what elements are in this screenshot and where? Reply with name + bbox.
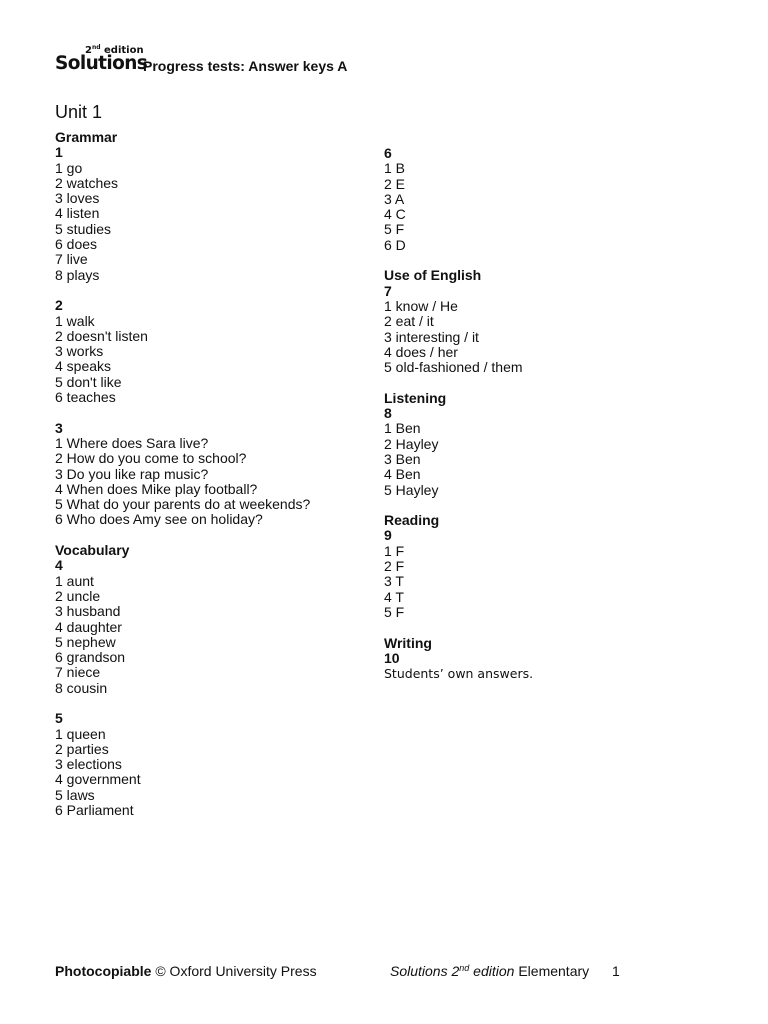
section-heading-vocabulary: Vocabulary bbox=[55, 542, 130, 559]
answer-list-2 bbox=[55, 314, 310, 406]
answer-item: 3 Ben bbox=[384, 450, 421, 467]
spacer bbox=[384, 375, 533, 390]
answer-item: 4 listen bbox=[55, 205, 100, 222]
section-heading-reading: Reading bbox=[384, 512, 440, 529]
exercise-number-10: 10 bbox=[384, 649, 400, 666]
answer-item: 2 parties bbox=[55, 740, 109, 757]
exercise-number-3: 3 bbox=[55, 419, 63, 436]
exercise-number-5: 5 bbox=[55, 710, 63, 727]
answer-item: 8 plays bbox=[55, 266, 100, 283]
answer-list-3 bbox=[55, 436, 310, 528]
answer-item: 1 B bbox=[384, 160, 406, 177]
exercise-number-8: 8 bbox=[384, 405, 392, 422]
answer-item: 5 Hayley bbox=[384, 481, 439, 498]
answer-list-6 bbox=[384, 161, 533, 253]
answer-item: 4 daughter bbox=[55, 618, 122, 635]
answer-item: 2 doesn't listen bbox=[55, 327, 148, 344]
unit-title: Unit 1 bbox=[55, 102, 103, 122]
spacer bbox=[55, 283, 310, 298]
answer-item: 2 How do you come to school? bbox=[55, 450, 247, 467]
answer-item: 6 grandson bbox=[55, 649, 126, 666]
answer-list-1 bbox=[55, 161, 310, 283]
answer-item: 1 Ben bbox=[384, 420, 421, 437]
section-heading-listening: Listening bbox=[384, 389, 447, 406]
right-column bbox=[384, 146, 533, 681]
answer-item: 4 T bbox=[384, 588, 404, 605]
answer-item: 2 Hayley bbox=[384, 435, 439, 452]
answer-item: 6 Parliament bbox=[55, 802, 134, 819]
answer-list-7 bbox=[384, 299, 533, 375]
answer-item: 6 teaches bbox=[55, 389, 116, 406]
answer-item: 1 walk bbox=[55, 312, 95, 329]
footer-series: Solutions 2nd edition Elementary bbox=[390, 963, 590, 979]
answer-list-5 bbox=[55, 727, 310, 819]
section-heading-writing: Writing bbox=[384, 634, 432, 651]
answer-item: 2 uncle bbox=[55, 587, 101, 604]
exercise-number-9: 9 bbox=[384, 527, 392, 544]
answer-item: 6 Who does Amy see on holiday? bbox=[55, 511, 263, 528]
answer-item: Students’ own answers. bbox=[384, 666, 534, 682]
exercise-number-2: 2 bbox=[55, 297, 63, 314]
exercise-number-4: 4 bbox=[55, 557, 63, 574]
spacer bbox=[384, 498, 533, 513]
answer-item: 5 don't like bbox=[55, 373, 122, 390]
exercise-number-1: 1 bbox=[55, 144, 63, 161]
answer-item: 3 T bbox=[384, 573, 404, 590]
answer-item: 3 interesting / it bbox=[384, 328, 479, 345]
photocopiable-label: Photocopiable bbox=[55, 963, 152, 979]
answer-item: 1 queen bbox=[55, 725, 106, 742]
answer-item: 8 cousin bbox=[55, 679, 108, 696]
spacer bbox=[384, 620, 533, 635]
answer-item: 5 nephew bbox=[55, 633, 116, 650]
answer-item: 5 studies bbox=[55, 220, 112, 237]
answer-item: 1 F bbox=[384, 542, 405, 559]
answer-item: 4 When does Mike play football? bbox=[55, 480, 258, 497]
answer-item: 7 niece bbox=[55, 664, 101, 681]
answer-item: 5 F bbox=[384, 603, 405, 620]
answer-item: 3 A bbox=[384, 190, 405, 207]
answer-item: 4 government bbox=[55, 771, 141, 788]
header-title: Progress tests: Answer keys A bbox=[143, 58, 348, 74]
spacer bbox=[55, 528, 310, 543]
answer-item: 2 F bbox=[384, 558, 405, 575]
footer-copyright bbox=[55, 963, 317, 979]
answer-item: 1 go bbox=[55, 159, 83, 176]
publisher-label: © Oxford University Press bbox=[151, 963, 317, 979]
answer-item: 4 Ben bbox=[384, 466, 421, 483]
answer-list-9 bbox=[384, 544, 533, 620]
answer-item: 5 What do your parents do at weekends? bbox=[55, 496, 311, 513]
spacer bbox=[55, 405, 310, 420]
section-heading-grammar: Grammar bbox=[55, 129, 118, 145]
solutions-logo: Solutions bbox=[55, 53, 148, 74]
answer-item: 4 C bbox=[384, 206, 406, 223]
answer-item: 4 does / her bbox=[384, 343, 458, 360]
answer-item: 5 old-fashioned / them bbox=[384, 359, 523, 376]
answer-list-10 bbox=[384, 666, 533, 681]
answer-list-8 bbox=[384, 421, 533, 497]
answer-item: 2 E bbox=[384, 175, 406, 192]
spacer bbox=[384, 253, 533, 268]
answer-item: 1 aunt bbox=[55, 572, 94, 589]
exercise-number-6: 6 bbox=[384, 145, 392, 161]
page-number: 1 bbox=[612, 963, 620, 979]
answer-item: 5 laws bbox=[55, 786, 95, 803]
left-column bbox=[55, 130, 310, 818]
answer-item: 4 speaks bbox=[55, 358, 112, 375]
answer-item: 2 eat / it bbox=[384, 313, 434, 330]
section-heading-use-of-english: Use of English bbox=[384, 267, 482, 284]
exercise-number-7: 7 bbox=[384, 282, 392, 299]
answer-item: 3 loves bbox=[55, 190, 100, 207]
spacer bbox=[55, 696, 310, 711]
answer-item: 6 does bbox=[55, 236, 98, 253]
answer-item: 5 F bbox=[384, 221, 405, 238]
answer-item: 3 elections bbox=[55, 756, 122, 773]
answer-item: 3 works bbox=[55, 343, 104, 360]
answer-list-4 bbox=[55, 574, 310, 696]
answer-item: 1 Where does Sara live? bbox=[55, 434, 209, 451]
answer-item: 1 know / He bbox=[384, 297, 458, 314]
answer-item: 2 watches bbox=[55, 174, 119, 191]
answer-item: 7 live bbox=[55, 251, 88, 268]
answer-item: 3 Do you like rap music? bbox=[55, 465, 209, 482]
edition-label: 2nd edition bbox=[85, 44, 144, 56]
answer-item: 6 D bbox=[384, 236, 406, 253]
answer-item: 3 husband bbox=[55, 603, 121, 620]
